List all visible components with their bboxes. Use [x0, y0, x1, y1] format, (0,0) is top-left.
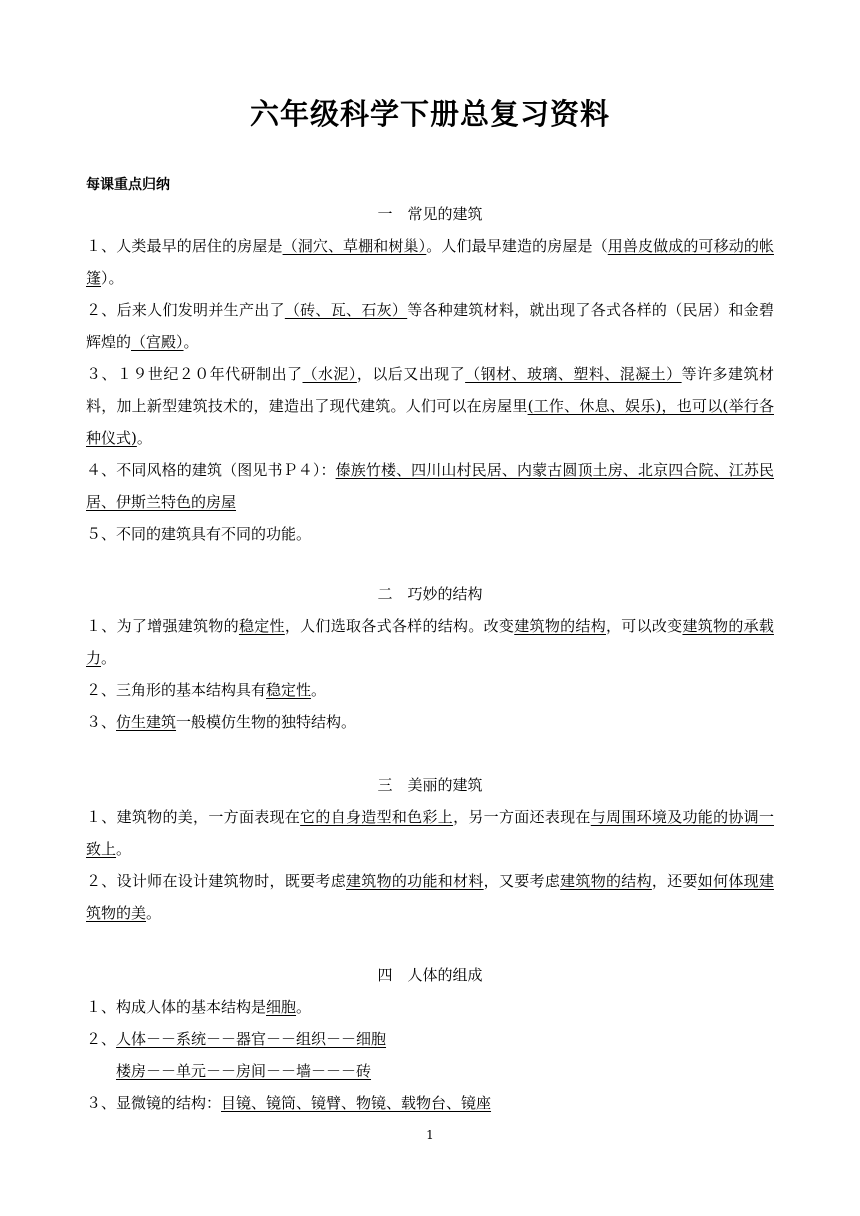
list-item: １、人类最早的居住的房屋是（洞穴、草棚和树巢）。人们最早建造的房屋是（用兽皮做成的可移动的帐篷）。 — [86, 237, 774, 287]
list-item: １、构成人体的基本结构是细胞。 — [86, 998, 312, 1016]
list-item: ２、三角形的基本结构具有稳定性。 — [86, 681, 327, 699]
section-heading: 二 巧妙的结构 — [377, 585, 483, 603]
list-item: ３、仿生建筑一般模仿生物的独特结构。 — [86, 713, 357, 731]
list-item: ２、后来人们发明并生产出了（砖、瓦、石灰）等各种建筑材料，就出现了各式各样的（民居）和金碧辉煌的（宫殿）。 — [86, 301, 774, 351]
page-subtitle: 每课重点归纳 — [86, 177, 170, 193]
document-page — [86, 0, 774, 1216]
section-1 — [86, 198, 774, 550]
page-number: 1 — [426, 1128, 434, 1142]
list-item: １、建筑物的美，一方面表现在它的自身造型和色彩上，另一方面还表现在与周围环境及功能的协调一致上。 — [86, 808, 774, 858]
section-heading: 四 人体的组成 — [377, 966, 483, 984]
list-item: ２、设计师在设计建筑物时，既要考虑建筑物的功能和材料，又要考虑建筑物的结构，还要如何体现建筑物的美。 — [86, 872, 774, 922]
list-item: １、为了增强建筑物的稳定性，人们选取各式各样的结构。改变建筑物的结构，可以改变建筑物的承载力。 — [86, 617, 774, 667]
list-item: ３、显微镜的结构：目镜、镜筒、镜臂、物镜、载物台、镜座 — [86, 1094, 492, 1112]
section-heading: 一 常见的建筑 — [377, 205, 483, 223]
page-title: 六年级科学下册总复习资料 — [249, 97, 610, 131]
section-3 — [86, 769, 774, 929]
list-item: 楼房－－单元－－房间－－墙－－－砖 — [116, 1062, 372, 1080]
section-heading: 三 美丽的建筑 — [377, 776, 483, 794]
section-2 — [86, 578, 774, 738]
list-item: ２、人体－－系统－－器官－－组织－－细胞 — [86, 1030, 387, 1048]
section-4 — [86, 959, 774, 1119]
list-item: ５、不同的建筑具有不同的功能。 — [86, 525, 312, 543]
list-item: ４、不同风格的建筑（图见书Ｐ４）：傣族竹楼、四川山村民居、内蒙古圆顶土房、北京四合院、江苏民居、伊斯兰特色的房屋 — [86, 461, 774, 511]
list-item: ３、１９世纪２０年代研制出了（水泥），以后又出现了（钢材、玻璃、塑料、混凝土）等许多建筑材料，加上新型建筑技术的，建造出了现代建筑。人们可以在房屋里(工作、休息、娱乐)，也可以(举行各种仪式)。 — [86, 365, 774, 447]
